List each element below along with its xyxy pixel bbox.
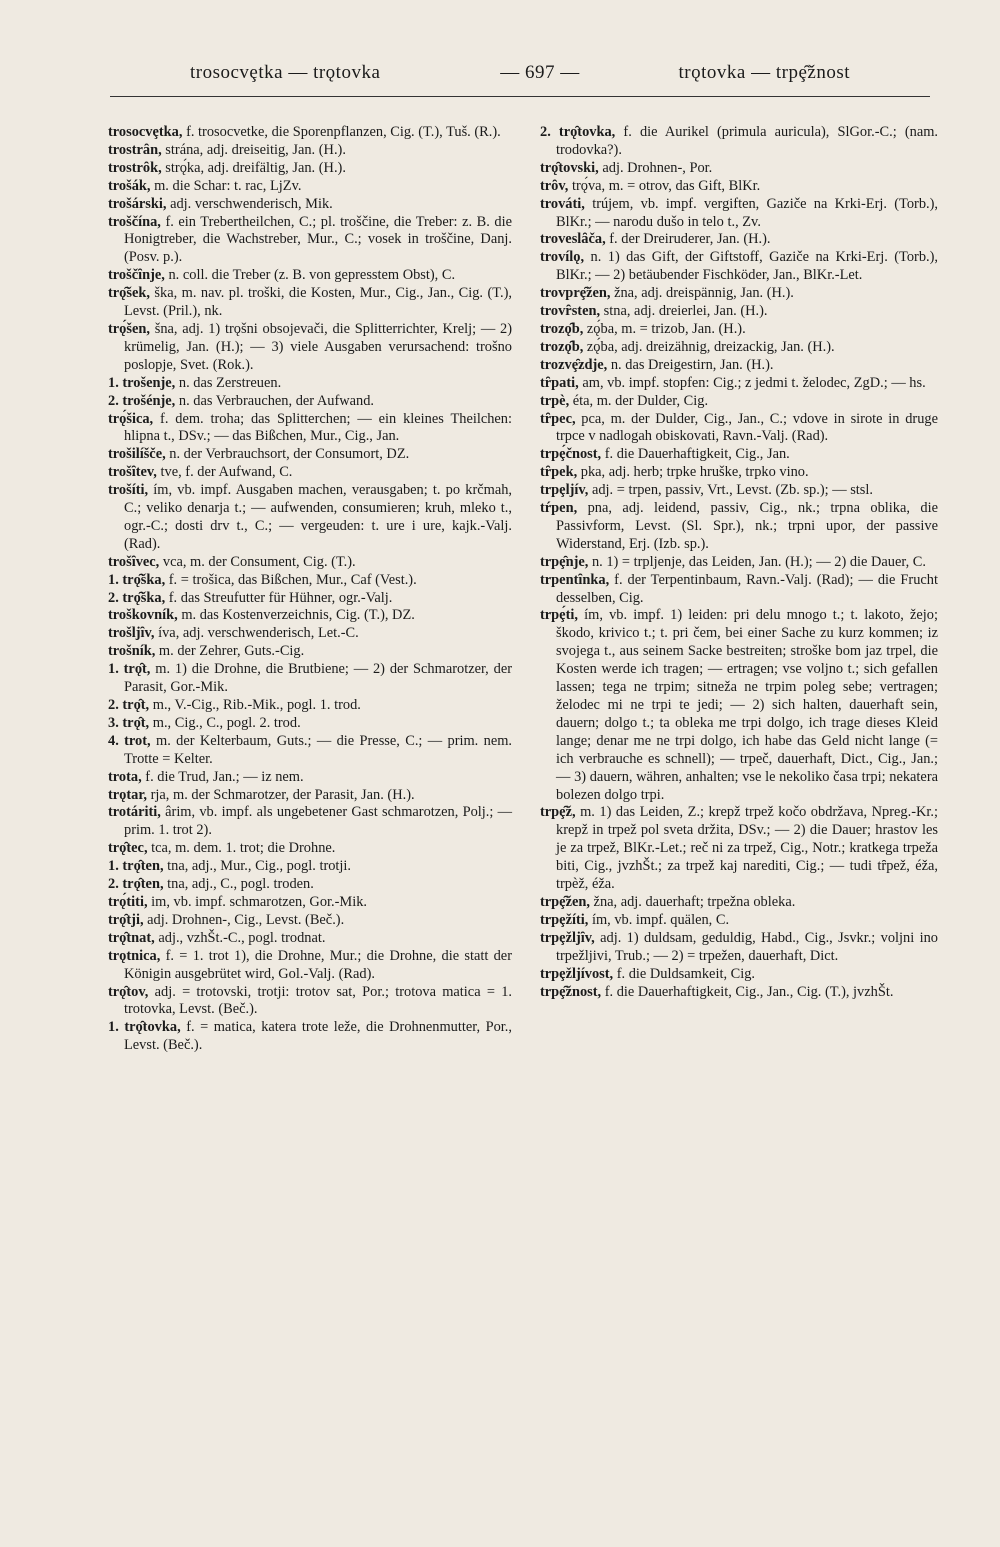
dictionary-entry	[108, 697, 512, 715]
entry-definition: f. = 1. trot 1), die Drohne, Mur.; die Drohne, die statt der Königin ausgebrütet wird, Gol.-Valj. (Rad).	[124, 947, 512, 982]
dictionary-entry	[108, 214, 512, 268]
dictionary-entry	[540, 984, 938, 1002]
dictionary-entry	[540, 124, 938, 160]
entry-definition: pna, adj. leidend, passiv, Cig., nk.; trpna oblika, die Passivform, Levst. (Sl. Spr.), nk.; trpni upor, der passive Widerstand, Erj. (Izb. sp.).	[556, 500, 938, 552]
entry-definition: m. das Kostenverzeichnis, Cig. (T.), DZ.	[177, 607, 415, 624]
entry-definition: f. der Terpentinbaum, Ravn.-Valj. (Rad); — die Frucht desselben, Cig.	[556, 571, 938, 606]
dictionary-entry	[540, 303, 938, 321]
dictionary-entry	[108, 984, 512, 1020]
dictionary-entry	[108, 124, 512, 142]
dictionary-entry	[540, 482, 938, 500]
entry-definition: f. die Aurikel (primula auricula), SlGor.-C.; (nam. trodovka?).	[556, 124, 938, 158]
entry-definition: adj. 1) duldsam, geduldig, Habd., Cig., Jsvkr.; voljni ino trpežljivi, Trub.; — 2) = trpežen, dauerhaft, Dict.	[556, 929, 938, 964]
entry-definition: f. die Trud, Jan.; — iz nem.	[141, 768, 304, 785]
dictionary-entry	[540, 912, 938, 930]
entry-headword: trovprȩ̑žen,	[540, 285, 611, 302]
entry-headword: trpȩ̑nje,	[540, 553, 589, 570]
entry-headword: trozǫ̑b,	[540, 338, 584, 355]
entry-headword: 2. trǫ̑ten,	[108, 876, 164, 893]
entry-definition: zǫ́ba, adj. dreizähnig, dreizackig, Jan. (H.).	[583, 338, 835, 355]
dictionary-entry	[540, 446, 938, 464]
entry-headword: 2. trǫ̑tovka,	[540, 124, 616, 140]
entry-headword: trpentȋnka,	[540, 571, 610, 588]
entry-headword: trǫ̑tji,	[108, 911, 144, 928]
dictionary-entry	[108, 804, 512, 840]
entry-definition: m., V.-Cig., Rib.-Mik., pogl. 1. trod.	[149, 697, 361, 713]
entry-headword: trpȩ̑žen,	[540, 893, 590, 910]
entry-definition: tca, m. dem. 1. trot; die Drohne.	[147, 840, 336, 857]
entry-definition: tna, adj., C., pogl. troden.	[163, 876, 314, 893]
entry-headword: troščȋnje,	[108, 267, 165, 284]
entry-definition: f. das Streufutter für Hühner, ogr.-Valj.	[165, 589, 393, 606]
dictionary-entry	[540, 607, 938, 804]
entry-headword: trpȩžíti,	[540, 911, 589, 928]
dictionary-entry	[540, 285, 938, 303]
entry-headword: trostrȃn,	[108, 141, 162, 158]
entry-definition: tna, adj., Mur., Cig., pogl. trotji.	[163, 858, 352, 875]
entry-headword: trpè,	[540, 392, 570, 409]
entry-definition: f. die Dauerhaftigkeit, Cig., Jan., Cig. (T.), jvzhŠt.	[601, 983, 894, 1000]
entry-definition: m. die Schar: t. rac, LjZv.	[150, 177, 302, 194]
entry-headword: trostrȏk,	[108, 159, 162, 176]
entry-definition: trǫ́va, m. = otrov, das Gift, BlKr.	[568, 177, 761, 194]
entry-headword: trošák,	[108, 177, 151, 194]
dictionary-entry	[540, 196, 938, 232]
dictionary-entry	[108, 733, 512, 769]
dictionary-entry	[108, 482, 512, 554]
entry-headword: trǫ́šen,	[108, 320, 150, 337]
entry-definition: pca, m. der Dulder, Cig., Jan., C.; vdove in sirote in druge trpce v nadlogah obiskovati, Ravn.-Valj. (Rad).	[556, 410, 938, 445]
entry-definition: f. die Dauerhaftigkeit, Cig., Jan.	[601, 446, 790, 463]
dictionary-entry	[108, 196, 512, 214]
entry-headword: trǫtar,	[108, 786, 148, 803]
entry-headword: trǫ́titi,	[108, 893, 148, 910]
dictionary-entry	[108, 393, 512, 411]
dictionary-entry	[540, 500, 938, 554]
dictionary-entry	[108, 948, 512, 984]
entry-headword: trǫ̑tov,	[108, 983, 149, 1000]
dictionary-entry	[540, 554, 938, 572]
entry-definition: adj., vzhŠt.-C., pogl. trodnat.	[154, 929, 326, 946]
entry-definition: m. 1) das Leiden, Z.; krepž trpež kočo obdržava, Npreg.-Kr.; krepž in trpež pol sveta držita, DSv.; — 2) die Dauer; hrastov les je za trpež, BlKr.-Let.; reč ni za trpež, Cig., Notr.; kratkega trpeža biti, Cig., jvzhŠt.; za trpež kaj narediti, Cig.; — tudi tȓpež, éža, trpèž, éža.	[556, 804, 938, 893]
entry-definition: f. = trošica, das Bißchen, Mur., Caf (Vest.).	[165, 571, 417, 588]
entry-definition: n. der Verbrauchsort, der Consumort, DZ.	[165, 446, 410, 463]
dictionary-entry	[108, 321, 512, 375]
entry-headword: trpȩ́ti,	[540, 607, 578, 624]
entry-headword: 2. trošénje,	[108, 392, 176, 409]
entry-headword: tŕpen,	[540, 500, 578, 517]
dictionary-entry	[108, 267, 512, 285]
entry-definition: m. der Zehrer, Guts.-Cig.	[155, 643, 305, 660]
entry-headword: trpȩ̑žnost,	[540, 983, 602, 1000]
entry-headword: trǫ̑tovski,	[540, 159, 599, 176]
entry-definition: ím, vb. impf. 1) leiden: pri delu mnogo t.; t. lakoto, žejo; škodo, krivico t.; t. pri čem, bei einer Sache zu kurz kommen; iz svojega t., aus seinem Sacke bestreiten; stroške bom jaz trpel, die Kosten werde ich tragen; — ertragen; vse voljno t.; sich gefallen lassen; tega ne trpim; sitneža ne trpim poleg sebe; vertragen; želodec mi ne trpi te jedi; — 2) sich halten, dauerhaft sein, dauern; dolgo t.; ta obleka me trpi dolgo, ich trage dieses Kleid lange; denar me ne trpi dolgo, ich habe das Geld nicht lange (= ich verbrauche es schnell); — trpeč, dauerhaft, Dict., Cig., Jan.; — 3) dauern, währen, anhalten; vse le nekoliko časa trpi; nekatera bolezen dolgo trpi.	[556, 607, 938, 803]
entry-definition: n. coll. die Treber (z. B. von gepresstem Obst), C.	[164, 267, 456, 284]
entry-headword: trošȋtev,	[108, 464, 157, 481]
entry-definition: m. 1) die Drohne, die Brutbiene; — 2) der Schmarotzer, der Parasit, Gor.-Mik.	[124, 661, 512, 696]
header-right-guideword: trǫtovka — trpȩ̑žnost	[678, 62, 850, 83]
entry-definition: pka, adj. herb; trpke hruške, trpko vino.	[577, 464, 809, 481]
dictionary-entry	[108, 876, 512, 894]
page-header	[110, 62, 930, 92]
entry-headword: trozǫ̑b,	[540, 320, 584, 337]
entry-headword: tȓpati,	[540, 374, 579, 391]
entry-headword: trovȓsten,	[540, 303, 601, 320]
entry-definition: tve, f. der Aufwand, C.	[156, 464, 293, 481]
entry-headword: 1. trošenje,	[108, 374, 176, 391]
right-column	[540, 124, 938, 1001]
entry-headword: trošȋvec,	[108, 553, 160, 570]
dictionary-entry	[108, 661, 512, 697]
dictionary-entry	[540, 966, 938, 984]
entry-headword: trotáriti,	[108, 804, 161, 821]
entry-headword: troščína,	[108, 213, 161, 230]
entry-definition: n. das Verbrauchen, der Aufwand.	[175, 392, 375, 409]
entry-definition: n. 1) = trpljenje, das Leiden, Jan. (H.); — 2) die Dauer, C.	[588, 553, 926, 570]
dictionary-entry	[108, 930, 512, 948]
entry-definition: m., Cig., C., pogl. 2. trod.	[149, 714, 301, 731]
entry-definition: f. der Dreiruderer, Jan. (H.).	[605, 231, 771, 248]
dictionary-entry	[108, 894, 512, 912]
entry-headword: trȏv,	[540, 177, 569, 194]
entry-definition: f. dem. troha; das Splitterchen; — ein kleines Theilchen: hlipna t., DSv.; — das Bißchen, Mur., Cig., Jan.	[124, 410, 512, 445]
entry-headword: 1. trǫ̑ten,	[108, 858, 164, 875]
entry-headword: troveslȃča,	[540, 231, 606, 248]
entry-definition: adj. Drohnen-, Por.	[598, 159, 713, 176]
entry-headword: trǫtnica,	[108, 947, 161, 964]
entry-headword: 2. trǫ̑ška,	[108, 589, 166, 606]
entry-definition: žna, adj. dauerhaft; trpežna obleka.	[589, 893, 796, 910]
dictionary-entry	[108, 178, 512, 196]
entry-headword: trozvȩ̑zdje,	[540, 356, 608, 373]
dictionary-entry	[108, 142, 512, 160]
entry-headword: trpȩ́čnost,	[540, 446, 602, 463]
dictionary-entry	[540, 178, 938, 196]
dictionary-entry	[540, 339, 938, 357]
entry-definition: n. 1) das Gift, der Giftstoff, Gaziče na Krki-Erj. (Torb.), BlKr.; — 2) betäubender Fischköder, Jan., BlKr.-Let.	[556, 249, 938, 284]
entry-headword: tȓpec,	[540, 410, 576, 427]
dictionary-entry	[540, 464, 938, 482]
dictionary-entry	[108, 464, 512, 482]
dictionary-entry	[108, 554, 512, 572]
entry-definition: am, vb. impf. stopfen: Cig.; z jedmi t. želodec, ZgD.; — hs.	[578, 374, 926, 391]
dictionary-entry	[108, 769, 512, 787]
entry-definition: f. trosocvetke, die Sporenpflanzen, Cig. (T.), Tuš. (R.).	[182, 124, 501, 140]
entry-definition: ârim, vb. impf. als ungebetener Gast schmarotzen, Polj.; — prim. 1. trot 2).	[124, 804, 512, 839]
entry-headword: trováti,	[540, 195, 585, 212]
entry-definition: éta, m. der Dulder, Cig.	[569, 392, 709, 409]
dictionary-entry	[108, 411, 512, 447]
dictionary-entry	[540, 249, 938, 285]
dictionary-entry	[540, 930, 938, 966]
dictionary-entry	[540, 375, 938, 393]
dictionary-entry	[108, 446, 512, 464]
entry-definition: adj. Drohnen-, Cig., Levst. (Beč.).	[143, 911, 345, 928]
dictionary-entry	[540, 357, 938, 375]
entry-definition: strána, adj. dreiseitig, Jan. (H.).	[161, 141, 346, 158]
entry-headword: 1. trǫ̑tovka,	[108, 1019, 181, 1036]
entry-definition: rja, m. der Schmarotzer, der Parasit, Jan. (H.).	[147, 786, 415, 803]
entry-definition: n. das Dreigestirn, Jan. (H.).	[607, 356, 774, 373]
dictionary-entry	[108, 160, 512, 178]
entry-headword: trošárski,	[108, 195, 167, 212]
entry-definition: vca, m. der Consument, Cig. (T.).	[159, 553, 356, 570]
left-column	[108, 124, 512, 1055]
dictionary-entry	[540, 411, 938, 447]
dictionary-entry	[540, 572, 938, 608]
header-rule	[110, 96, 930, 97]
entry-headword: trošíti,	[108, 482, 149, 499]
entry-headword: trosocvȩtka,	[108, 124, 183, 140]
dictionary-entry	[108, 840, 512, 858]
entry-headword: trpȩ̑ž,	[540, 804, 576, 821]
entry-headword: 1. trǫ̑ška,	[108, 571, 166, 588]
entry-headword: trota,	[108, 768, 142, 785]
entry-definition: strǫ́ka, adj. dreifältig, Jan. (H.).	[161, 159, 346, 176]
dictionary-entry	[540, 393, 938, 411]
entry-definition: íva, adj. verschwenderisch, Let.-C.	[154, 625, 359, 642]
entry-headword: trpȩžljívost,	[540, 965, 614, 982]
entry-headword: trǫ̑tnat,	[108, 929, 155, 946]
entry-headword: trǫ̑šek,	[108, 285, 150, 302]
dictionary-entry	[108, 715, 512, 733]
entry-definition: ška, m. nav. pl. troški, die Kosten, Mur., Cig., Jan., Cig. (T.), Levst. (Pril.), nk.	[124, 285, 512, 320]
dictionary-entry	[108, 590, 512, 608]
dictionary-entry	[540, 160, 938, 178]
entry-definition: f. ein Trebertheilchen, C.; pl. troščine, die Treber: z. B. die Honigtreber, die Wachstreber, Mur., C.; vosek in troščine, Danj. (Posv. p.).	[124, 213, 512, 266]
entry-headword: trpȩljív,	[540, 482, 589, 499]
entry-headword: 3. trǫ̑t,	[108, 714, 150, 731]
entry-definition: adj. = trpen, passiv, Vrt., Levst. (Zb. sp.); — stsl.	[588, 482, 874, 499]
dictionary-entry	[108, 787, 512, 805]
entry-definition: n. das Zerstreuen.	[175, 374, 282, 391]
entry-definition: m. der Kelterbaum, Guts.; — die Presse, C.; — prim. nem. Trotte = Kelter.	[124, 732, 512, 767]
page-number: — 697 —	[500, 62, 580, 83]
entry-headword: tȓpek,	[540, 464, 578, 481]
entry-headword: 1. trǫ̑t,	[108, 661, 151, 678]
entry-headword: trpȩžljȋv,	[540, 929, 595, 946]
entry-headword: trovílǫ,	[540, 249, 585, 266]
entry-headword: trošilíšče,	[108, 446, 166, 463]
entry-definition: adj. verschwenderisch, Mik.	[166, 195, 333, 212]
dictionary-entry	[108, 625, 512, 643]
entry-headword: 4. trot,	[108, 732, 151, 749]
entry-definition: zǫ́ba, m. = trizob, Jan. (H.).	[583, 320, 746, 337]
entry-headword: trošník,	[108, 643, 156, 660]
entry-definition: ím, vb. impf. quälen, C.	[588, 911, 730, 928]
dictionary-entry	[108, 285, 512, 321]
dictionary-entry	[540, 321, 938, 339]
dictionary-entry	[540, 231, 938, 249]
entry-headword: trošljȋv,	[108, 625, 155, 642]
entry-headword: trǫ̑tec,	[108, 840, 148, 857]
dictionary-entry	[108, 912, 512, 930]
entry-definition: trújem, vb. impf. vergiften, Gaziče na Krki-Erj. (Torb.), BlKr.; — narodu dušo in telo t., Zv.	[556, 195, 938, 230]
dictionary-entry	[540, 804, 938, 894]
dictionary-entry	[108, 858, 512, 876]
entry-definition: im, vb. impf. schmarotzen, Gor.-Mik.	[147, 893, 367, 910]
dictionary-entry	[108, 572, 512, 590]
entry-headword: trǫ́šica,	[108, 410, 154, 427]
entry-definition: žna, adj. dreispännig, Jan. (H.).	[610, 285, 794, 302]
entry-definition: f. = matica, katera trote leže, die Drohnenmutter, Por., Levst. (Beč.).	[124, 1019, 512, 1054]
header-left-guideword: trosocvȩtka — trǫtovka	[190, 62, 381, 83]
dictionary-entry	[108, 375, 512, 393]
dictionary-entry	[108, 1019, 512, 1055]
entry-definition: stna, adj. dreierlei, Jan. (H.).	[600, 303, 768, 320]
entry-definition: ím, vb. impf. Ausgaben machen, verausgaben; t. po krčmah, C.; veliko denarja t.; — aufwenden, consumieren; kruh, mleko t., ogr.-C.; dosti drv t., C.; — vergeuden: t. ure i ure, kajk.-Valj. (Rad).	[124, 482, 512, 552]
dictionary-entry	[108, 607, 512, 625]
entry-headword: 2. trǫ̑t,	[108, 697, 150, 713]
dictionary-entry	[108, 643, 512, 661]
entry-definition: adj. = trotovski, trotji: trotov sat, Por.; trotova matica = 1. trotovka, Levst. (Beč.).	[124, 983, 512, 1018]
dictionary-entry	[540, 894, 938, 912]
entry-definition: f. die Duldsamkeit, Cig.	[613, 965, 756, 982]
entry-headword: troškovník,	[108, 607, 178, 624]
entry-definition: šna, adj. 1) trǫšni obsojevači, die Splitterrichter, Krelj; — 2) krümelig, Jan. (H.); — 3) viele Ausgaben verursachend: trošno poslopje, Svet. (Rok.).	[124, 320, 512, 373]
